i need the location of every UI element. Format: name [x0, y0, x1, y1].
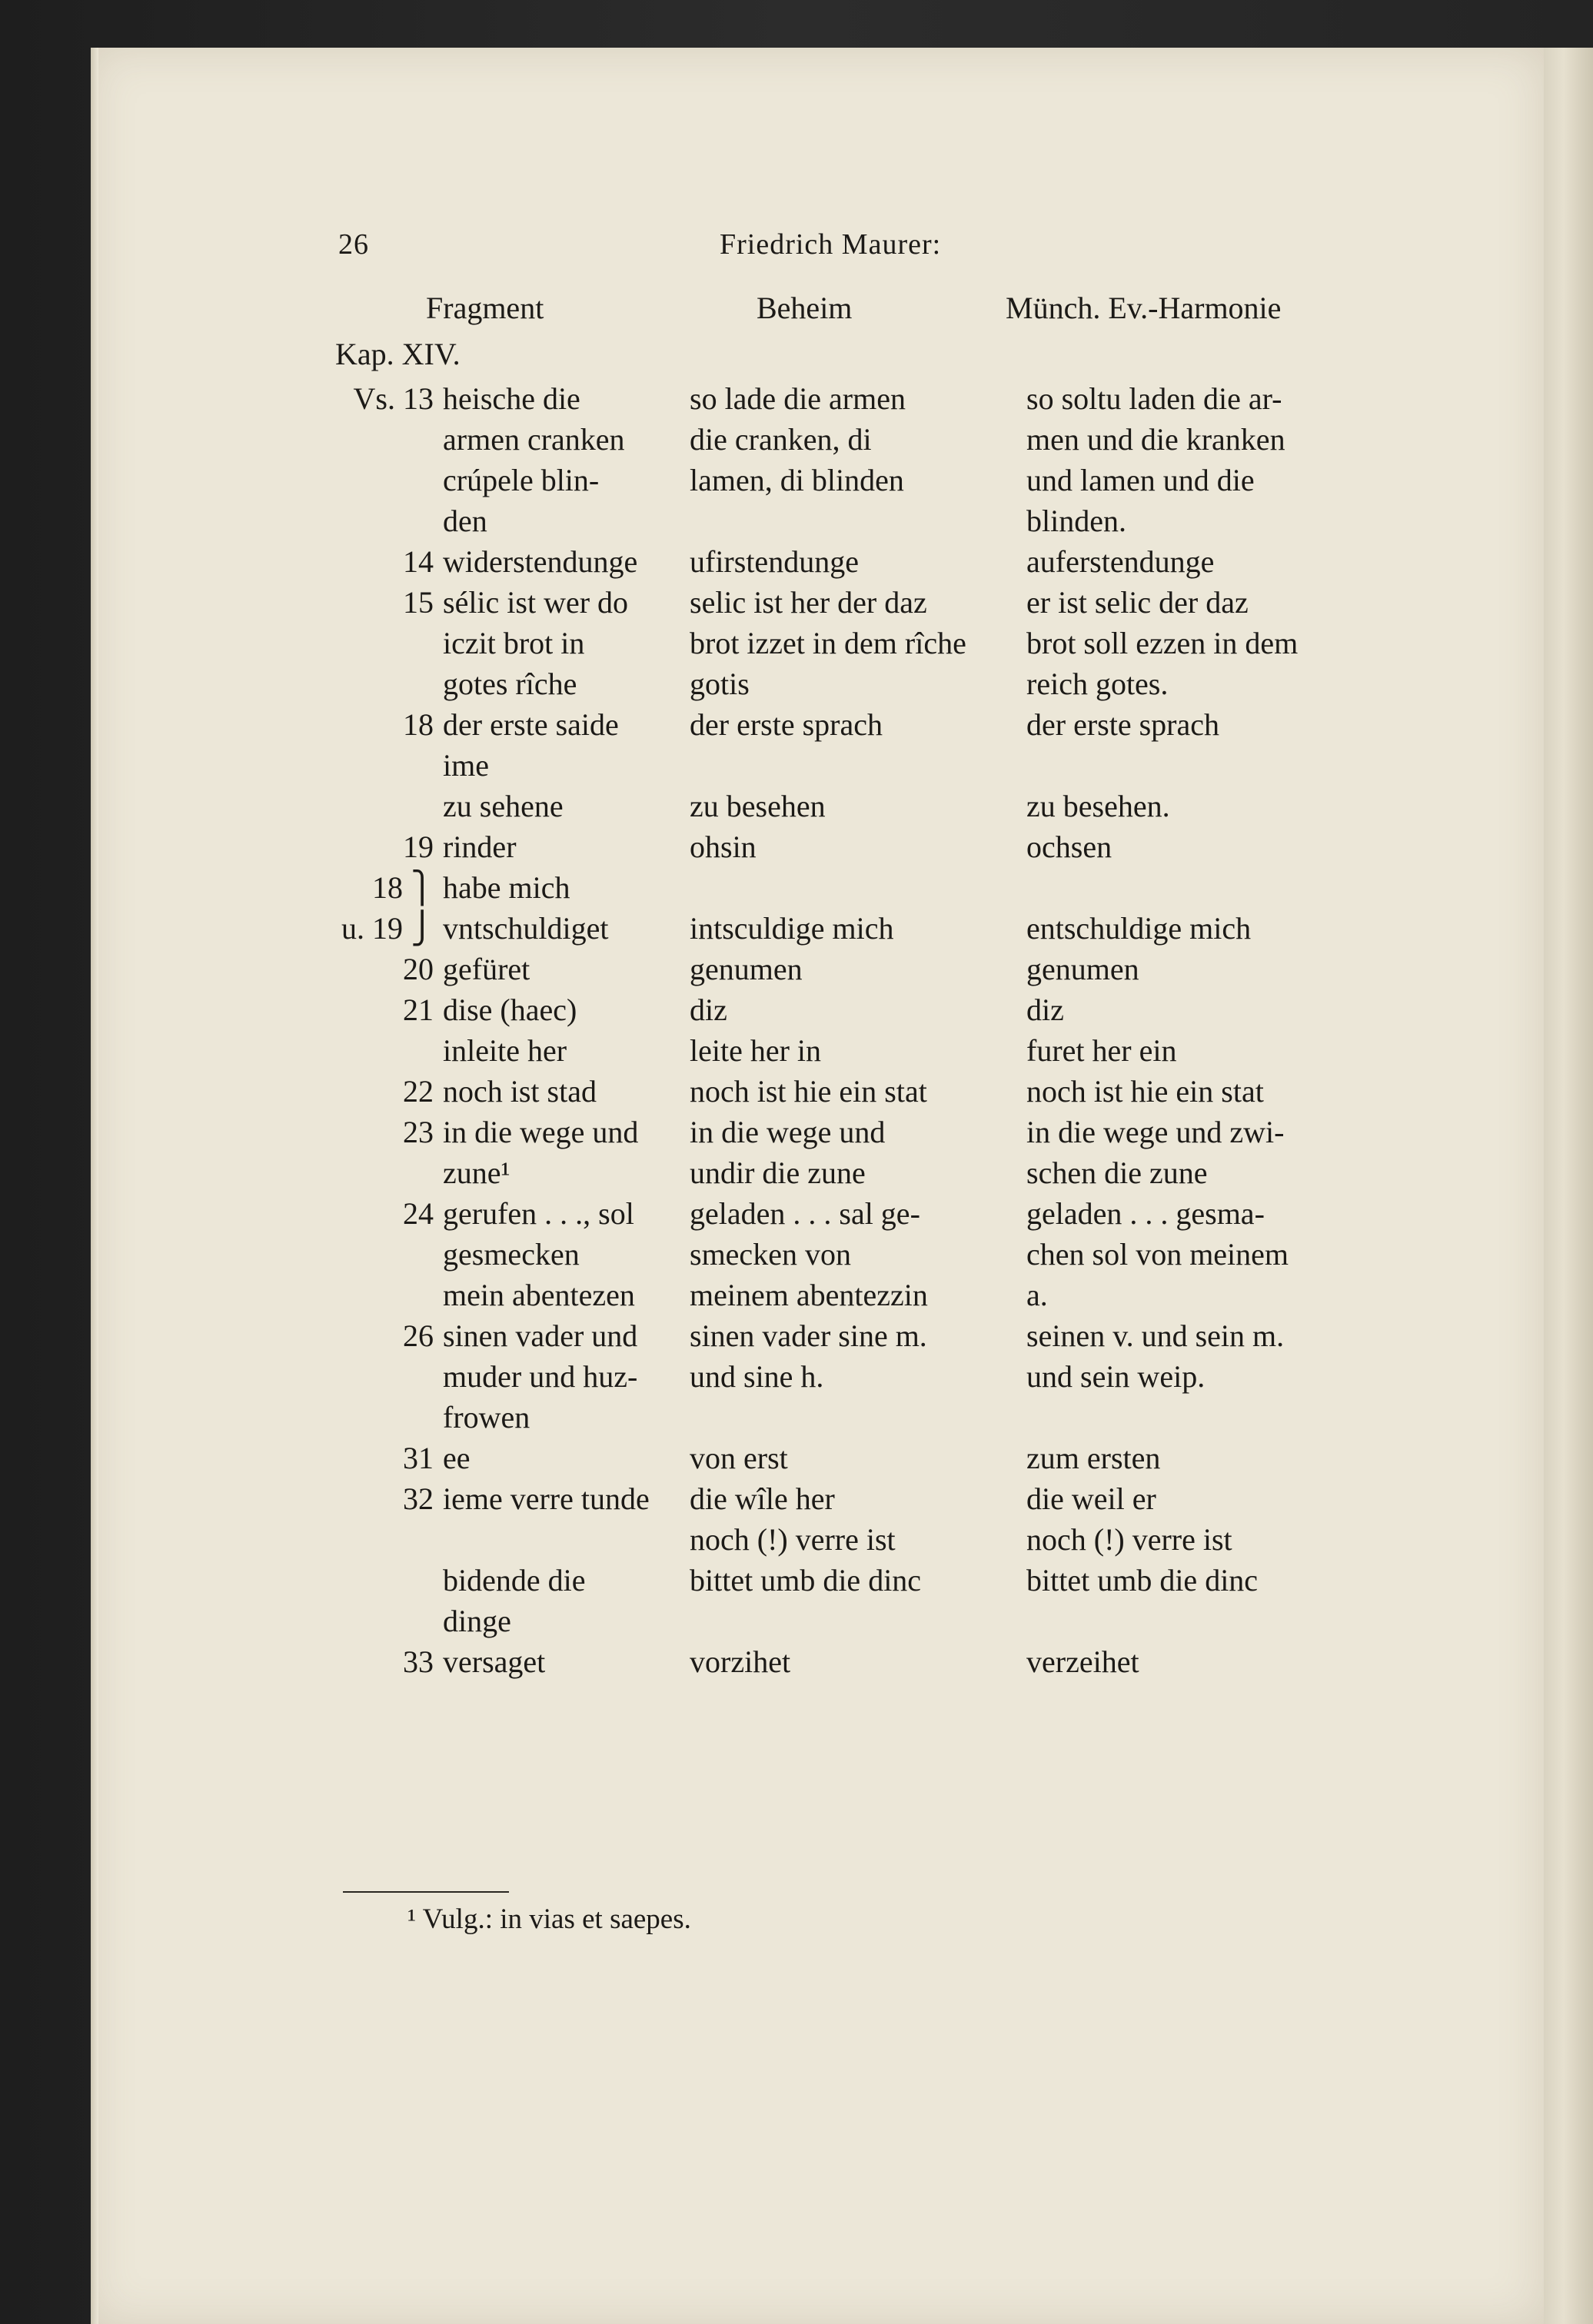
beheim-cell: intsculdige mich — [690, 911, 894, 946]
verse-number: 18 — [403, 707, 434, 742]
beheim-cell: ohsin — [690, 830, 757, 864]
fragment-cell: sélic ist wer do iczit brot in gotes rîche — [443, 585, 629, 701]
verse-number: 32 — [403, 1481, 434, 1516]
muench-cell: furet her ein — [1026, 1033, 1177, 1068]
fragment-cell: dise (haec) — [443, 992, 577, 1027]
table-row — [335, 949, 1335, 989]
muench-cell: der erste sprach — [1026, 707, 1219, 742]
muench-cell: entschuldige mich — [1026, 911, 1252, 946]
table-row — [335, 989, 1335, 1030]
verse-number: 14 — [403, 544, 434, 579]
verse-number: Vs. 13 — [353, 381, 434, 416]
verse-number: 20 — [403, 952, 434, 986]
fragment-cell: widerstendunge — [443, 544, 638, 579]
muench-cell: diz — [1026, 992, 1064, 1027]
fragment-cell: noch ist stad — [443, 1074, 597, 1109]
column-header-beheim: Beheim — [757, 291, 853, 325]
table-row — [335, 867, 1335, 949]
beheim-cell: die wîle her noch (!) verre ist bittet umb die dinc — [690, 1481, 922, 1598]
column-header-fragment: Fragment — [426, 291, 544, 325]
page-number: 26 — [338, 228, 369, 261]
muench-cell: noch ist hie ein stat — [1026, 1074, 1264, 1109]
column-header-muench: Münch. Ev.-Harmonie — [1006, 291, 1282, 325]
verse-number: 15 — [403, 585, 434, 620]
muench-cell: ochsen — [1026, 830, 1112, 864]
muench-cell: genumen — [1026, 952, 1139, 986]
fragment-cell: zu sehene — [443, 789, 564, 823]
beheim-cell: selic ist her der daz brot izzet in dem rîche gotis — [690, 585, 966, 701]
beheim-cell: so lade die armen die cranken, di lamen, di blinden — [690, 381, 906, 497]
comparison-table — [335, 288, 1335, 1682]
chapter-label: Kap. XIV. — [335, 337, 461, 371]
fragment-cell: heische die armen cranken crúpele blin- den — [443, 381, 625, 538]
table-row — [335, 582, 1335, 704]
table-row — [335, 1193, 1335, 1315]
beheim-cell: ufirstendunge — [690, 544, 859, 579]
muench-cell: zum ersten — [1026, 1441, 1161, 1475]
page-edge — [91, 48, 98, 2324]
verse-number: 22 — [403, 1074, 434, 1109]
table-row — [335, 1030, 1335, 1071]
fragment-cell: inleite her — [443, 1033, 567, 1068]
beheim-cell: von erst — [690, 1441, 788, 1475]
verse-number: 18 ⎫ u. 19 ⎭ — [341, 870, 434, 946]
table-row — [335, 541, 1335, 582]
fragment-cell: habe mich vntschuldiget — [443, 870, 609, 946]
fragment-cell: gefüret — [443, 952, 530, 986]
muench-cell: in die wege und zwi- schen die zune — [1026, 1115, 1285, 1190]
fragment-cell: gerufen . . ., sol gesmecken mein abentezen — [443, 1196, 635, 1312]
beheim-cell: vorzihet — [690, 1644, 791, 1679]
facing-page-edge — [1544, 48, 1593, 2324]
beheim-cell: leite her in — [690, 1033, 822, 1068]
beheim-cell: genumen — [690, 952, 803, 986]
verse-number: 26 — [403, 1318, 434, 1353]
beheim-cell: geladen . . . sal ge- smecken von meinem abentezzin — [690, 1196, 928, 1312]
beheim-cell: in die wege und undir die zune — [690, 1115, 886, 1190]
beheim-cell: diz — [690, 992, 727, 1027]
muench-cell: verzeihet — [1026, 1644, 1139, 1679]
table-row — [335, 826, 1335, 867]
table-header — [335, 288, 1335, 334]
muench-cell: er ist selic der daz brot soll ezzen in dem reich gotes. — [1026, 585, 1299, 701]
table-row — [335, 704, 1335, 786]
fragment-cell: der erste saide ime — [443, 707, 619, 783]
table-rows — [335, 378, 1335, 1682]
verse-number: 19 — [403, 830, 434, 864]
table-row — [335, 1641, 1335, 1682]
verse-number: 24 — [403, 1196, 434, 1231]
footnote-rule — [343, 1891, 509, 1893]
fragment-cell: ieme verre tunde bidende die dinge — [443, 1481, 650, 1638]
fragment-cell: rinder — [443, 830, 517, 864]
verse-number: 21 — [403, 992, 434, 1027]
fragment-cell: versaget — [443, 1644, 546, 1679]
muench-cell: seinen v. und sein m. und sein weip. — [1026, 1318, 1285, 1394]
fragment-cell: ee — [443, 1441, 471, 1475]
muench-cell: die weil er noch (!) verre ist bittet umb die dinc — [1026, 1481, 1259, 1598]
verse-number: 31 — [403, 1441, 434, 1475]
table-row — [335, 1112, 1335, 1193]
table-row — [335, 1315, 1335, 1438]
footnote: ¹ Vulg.: in vias et saepes. — [407, 1903, 691, 1935]
muench-cell: geladen . . . gesma- chen sol von meinem a. — [1026, 1196, 1289, 1312]
beheim-cell: der erste sprach — [690, 707, 883, 742]
table-row — [335, 1438, 1335, 1478]
table-row — [335, 786, 1335, 826]
muench-cell: auferstendunge — [1026, 544, 1215, 579]
fragment-cell: sinen vader und muder und huz- frowen — [443, 1318, 638, 1435]
fragment-cell: in die wege und zune¹ — [443, 1115, 639, 1190]
muench-cell: zu besehen. — [1026, 789, 1170, 823]
table-row — [335, 378, 1335, 541]
table-row — [335, 1071, 1335, 1112]
muench-cell: so soltu laden die ar- men und die kranken und lamen und die blinden. — [1026, 381, 1285, 538]
table-row — [335, 1478, 1335, 1641]
beheim-cell: noch ist hie ein stat — [690, 1074, 927, 1109]
beheim-cell: sinen vader sine m. und sine h. — [690, 1318, 927, 1394]
author-heading: Friedrich Maurer: — [720, 228, 942, 261]
verse-number: 23 — [403, 1115, 434, 1149]
verse-number: 33 — [403, 1644, 434, 1679]
beheim-cell: zu besehen — [690, 789, 826, 823]
